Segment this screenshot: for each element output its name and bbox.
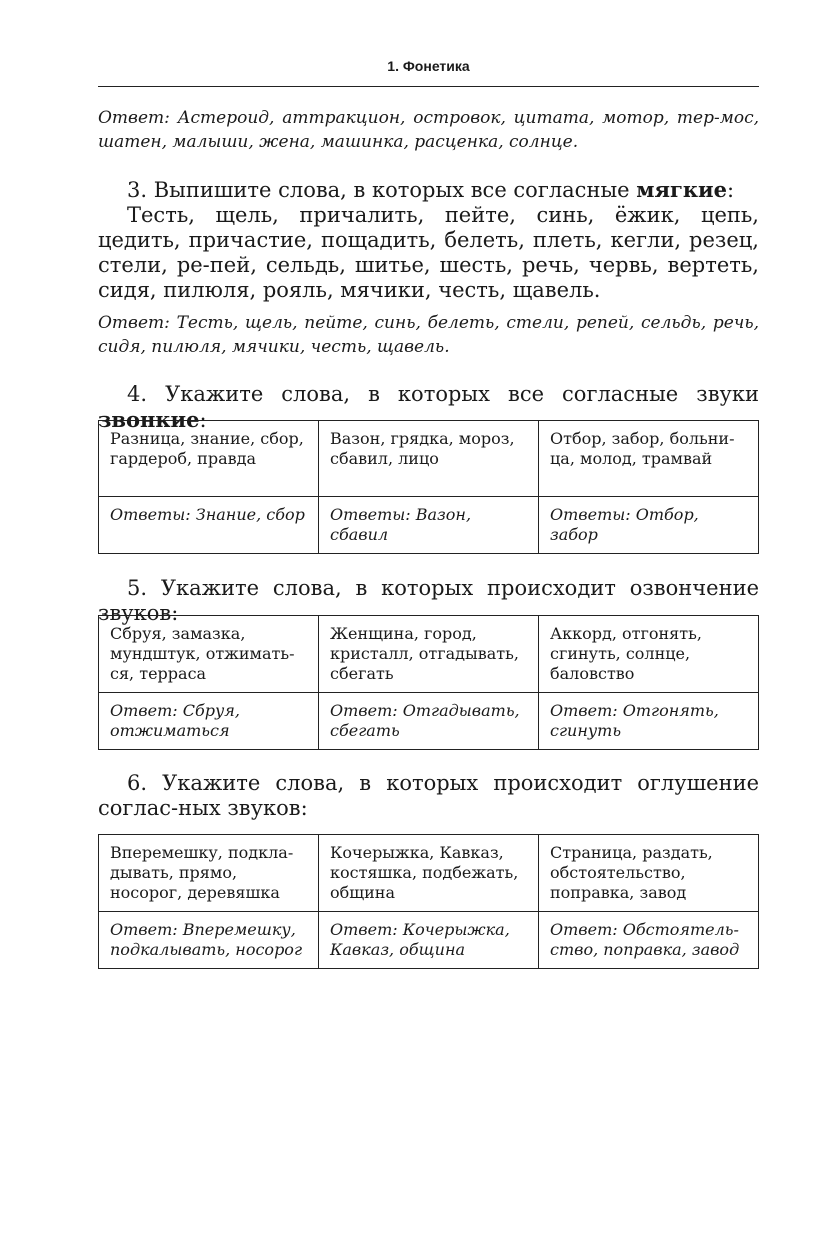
task-6-title: 6. Укажите слова, в которых происходит оглушение соглас-ных звуков: — [98, 771, 759, 820]
table-row — [99, 912, 759, 969]
table-cell: Кочерыжка, Кавказ, костяшка, подбежать, община — [319, 835, 539, 912]
table-row — [99, 497, 759, 554]
table-cell: Женщина, город, кристалл, отгадывать, сбегать — [319, 616, 539, 693]
running-header: 1. Фонетика — [387, 58, 470, 74]
table-cell: Вазон, грядка, мороз, сбавил, лицо — [319, 421, 539, 497]
answer-cell: Ответ: Отгадывать, сбегать — [319, 693, 539, 750]
task-4-title: 4. Укажите слова, в которых все согласные звуки звонкие: — [98, 382, 759, 432]
table-row — [99, 421, 759, 497]
table-cell: Отбор, забор, больни-ца, молод, трамвай — [539, 421, 759, 497]
task-6-table — [98, 834, 759, 969]
answer-cell: Ответы: Вазон, сбавил — [319, 497, 539, 554]
table-cell: Страница, раздать, обстоятельство, поправка, завод — [539, 835, 759, 912]
table-cell: Сбруя, замазка, мундштук, отжимать-ся, терраса — [99, 616, 319, 693]
task-4-table — [98, 420, 759, 554]
task-3-words: Тесть, щель, причалить, пейте, синь, ёжик, цепь, цедить, причастие, пощадить, белеть, плеть, кегли, резец, стели, ре-пей, сельдь, шитье, шесть, речь, червь, вертеть, сидя, пилюля, рояль, мячики, честь, щавель. — [98, 203, 759, 302]
answer-previous-task: Ответ: Астероид, аттракцион, островок, цитата, мотор, тер-мос, шатен, малыши, жена, машинка, расценка, солнце. — [98, 108, 759, 152]
header-rule — [98, 86, 759, 87]
task-3-answer: Ответ: Тесть, щель, пейте, синь, белеть, стели, репей, сельдь, речь, сидя, пилюля, мячики, честь, щавель. — [98, 313, 759, 357]
answer-cell: Ответы: Отбор, забор — [539, 497, 759, 554]
task-3-title: 3. Выпишите слова, в которых все согласные мягкие: — [127, 177, 735, 202]
answer-cell: Ответ: Вперемешку, подкалывать, носорог — [99, 912, 319, 969]
table-cell: Вперемешку, подкла-дывать, прямо, носорог, деревяшка — [99, 835, 319, 912]
answer-cell: Ответ: Отгонять, сгинуть — [539, 693, 759, 750]
table-cell: Аккорд, отгонять, сгинуть, солнце, баловство — [539, 616, 759, 693]
table-cell: Разница, знание, сбор, гардероб, правда — [99, 421, 319, 497]
task-5-table — [98, 615, 759, 750]
answer-cell: Ответ: Кочерыжка, Кавказ, община — [319, 912, 539, 969]
task-5-title: 5. Укажите слова, в которых происходит озвончение звуков: — [98, 576, 759, 625]
answer-cell: Ответ: Обстоятель-ство, поправка, завод — [539, 912, 759, 969]
answer-cell: Ответы: Знание, сбор — [99, 497, 319, 554]
table-row — [99, 835, 759, 912]
answer-cell: Ответ: Сбруя, отжиматься — [99, 693, 319, 750]
table-row — [99, 693, 759, 750]
table-row — [99, 616, 759, 693]
task-3 — [98, 177, 759, 303]
